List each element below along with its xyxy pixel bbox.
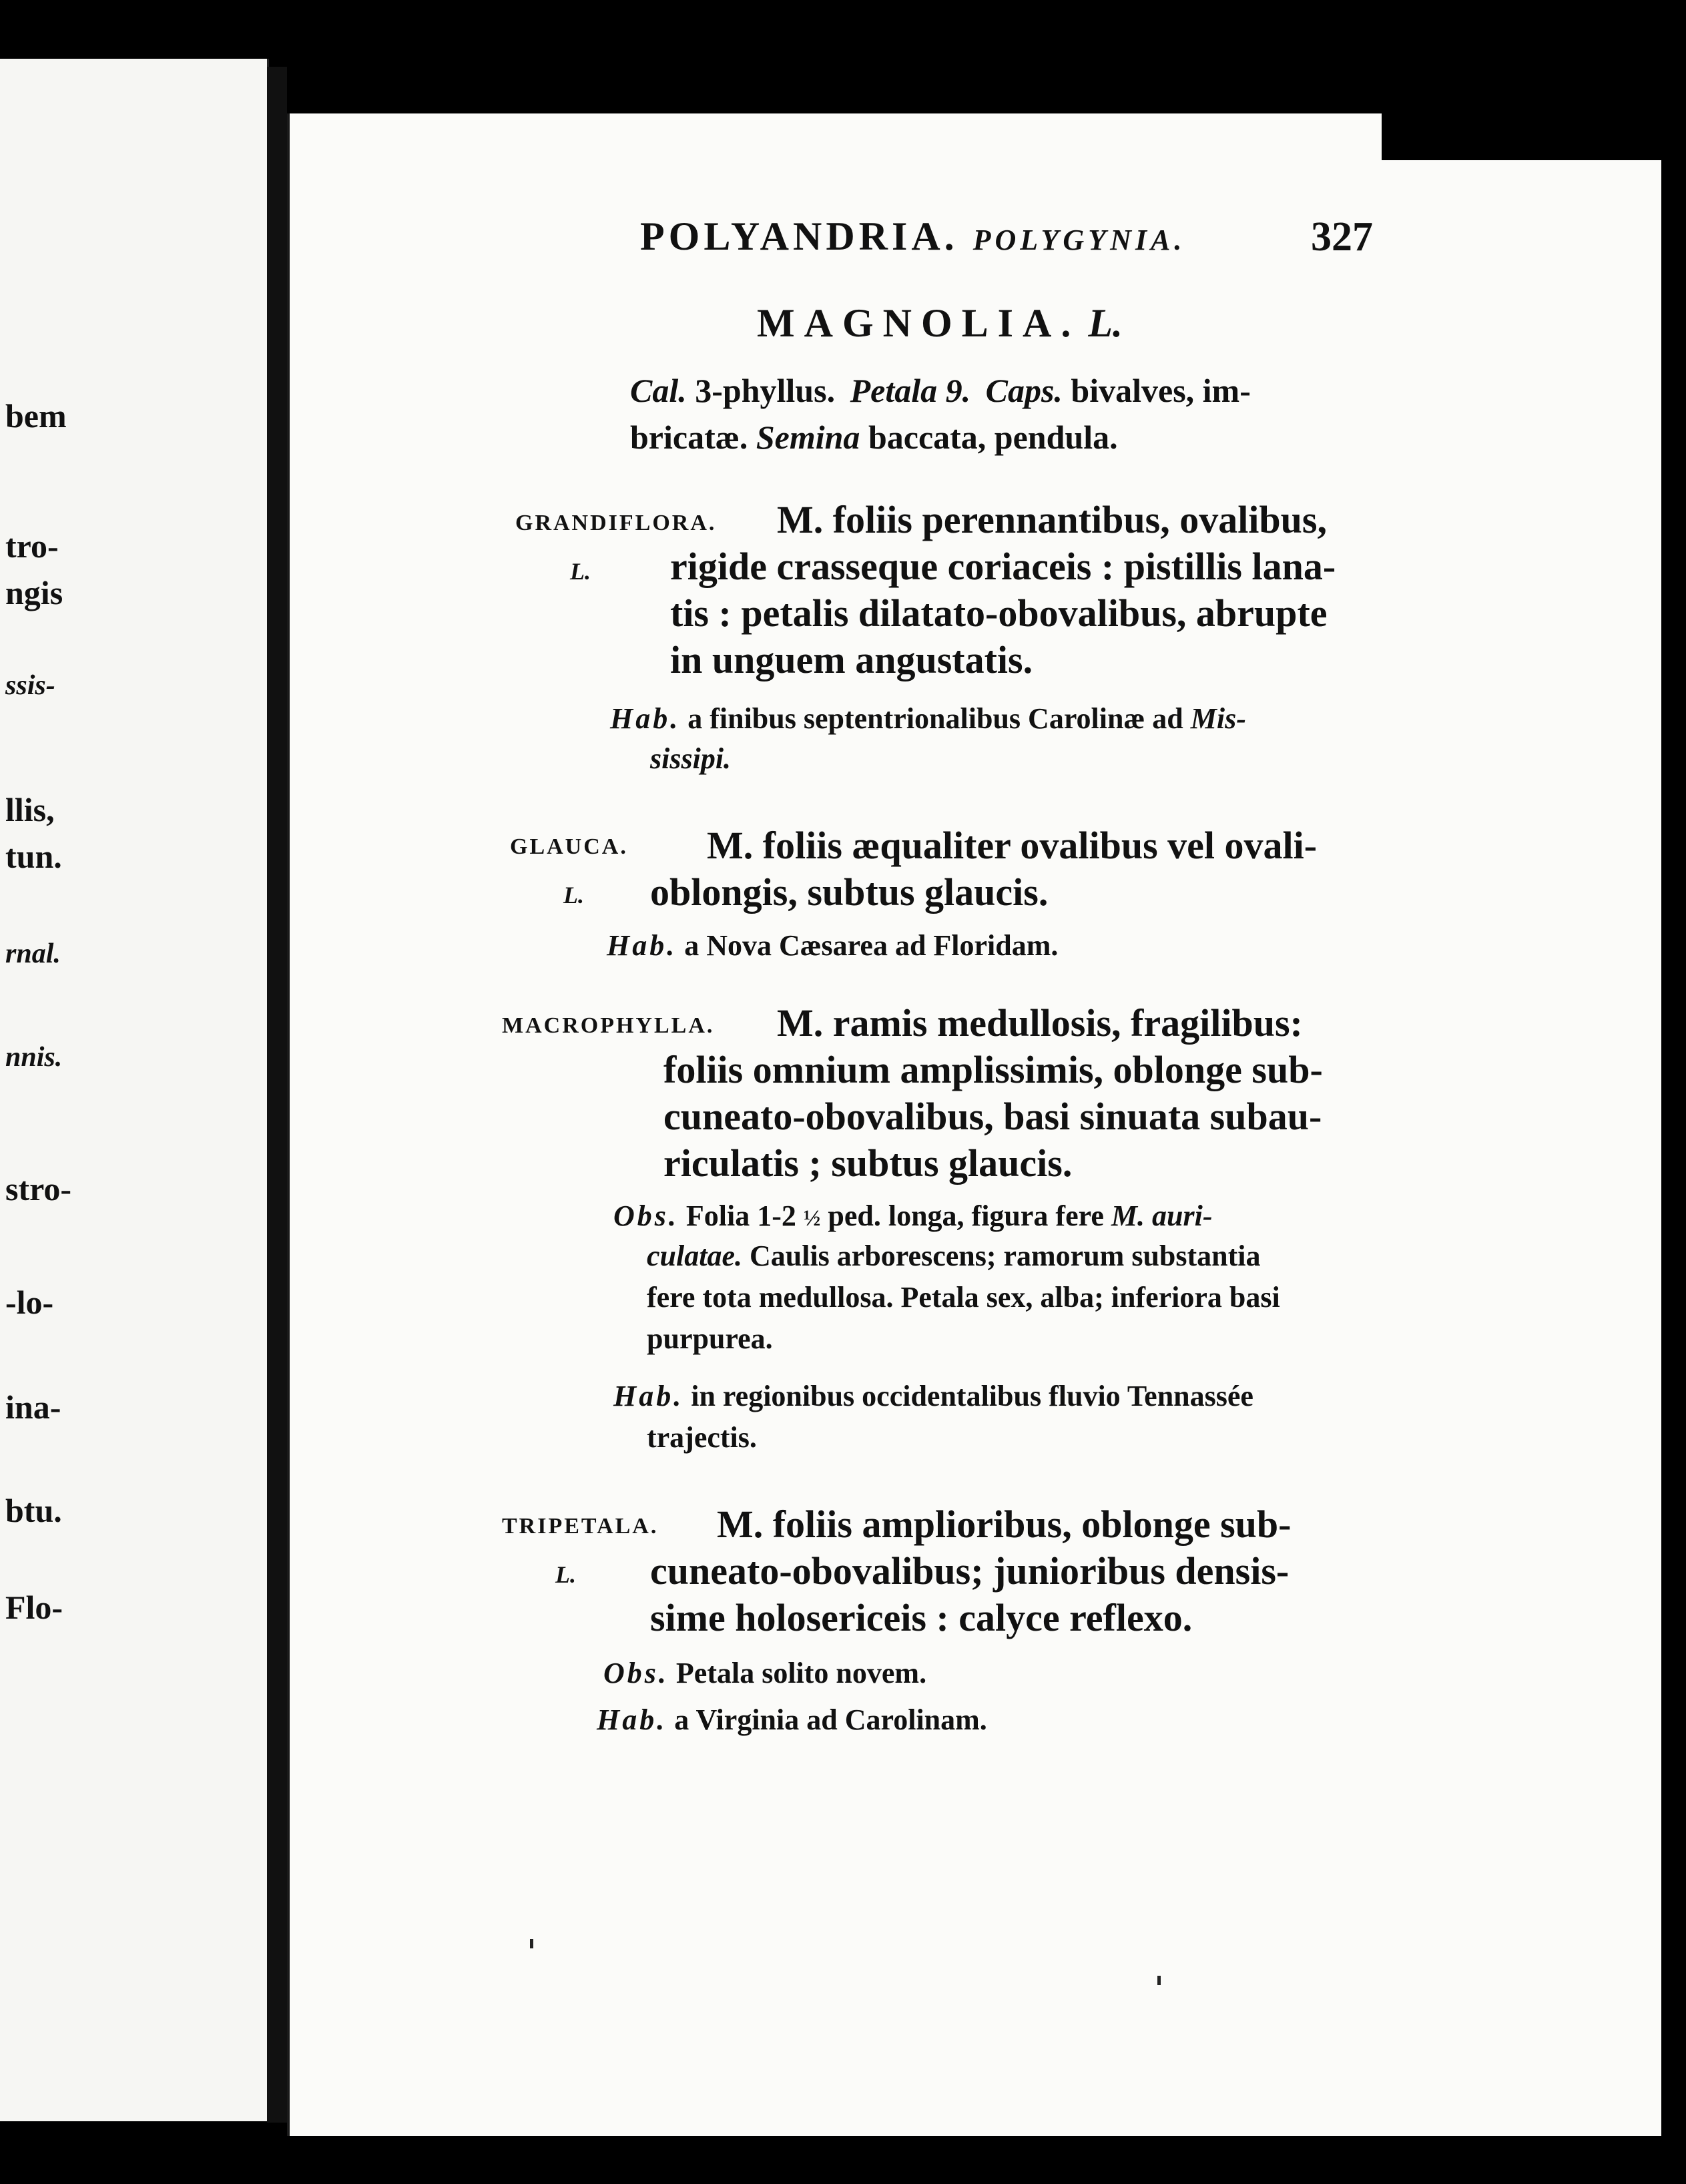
left-fragment: btu. (5, 1492, 62, 1529)
habitat-line (607, 931, 1058, 961)
observation-line: purpurea. (647, 1322, 773, 1355)
description-line: rigide crasseque coriaceis : pistillis lana- (670, 545, 1336, 588)
description-line: sime holosericeis : calyce reflexo. (650, 1596, 1193, 1639)
left-fragment: nnis. (5, 1042, 63, 1073)
left-fragment: rnal. (5, 938, 61, 969)
description-line: M. foliis æqualiter ovalibus vel ovali- (707, 824, 1318, 867)
left-fragment: -lo- (5, 1284, 54, 1321)
observation-line (613, 1201, 1212, 1231)
description-line: foliis omnium amplissimis, oblonge sub- (663, 1048, 1323, 1091)
genus-characters-line-1 (630, 374, 1251, 407)
description-line: cuneato-obovalibus; junioribus densis- (650, 1549, 1290, 1593)
species-name: GRANDIFLORA. (515, 511, 717, 535)
petala-text: 9. (945, 372, 971, 409)
running-subtitle: POLYGYNIA. (972, 224, 1186, 256)
obs-text: Folia 1-2 (685, 1199, 796, 1232)
obs-label: Obs. (603, 1657, 669, 1689)
hab-label: Hab. (613, 1380, 684, 1412)
observation-line (603, 1659, 926, 1688)
obs-text: Caulis arborescens; ramorum substantia (749, 1240, 1261, 1272)
left-fragment: bem (5, 397, 67, 435)
left-fragment: tun. (5, 838, 62, 875)
description-line: M. foliis perennantibus, ovalibus, (777, 498, 1328, 541)
hab-text-italic: Mis- (1190, 702, 1246, 735)
habitat-line (597, 1705, 987, 1735)
obs-fraction: ½ (803, 1206, 821, 1231)
species-name: MACROPHYLLA. (502, 1013, 715, 1038)
obs-label: Obs. (613, 1199, 679, 1232)
genus-author: L. (1088, 301, 1123, 345)
obs-text: Petala solito novem. (675, 1657, 927, 1689)
hab-text: in regionibus occidentalibus fluvio Tennassée (691, 1380, 1253, 1412)
main-page (287, 113, 1661, 2136)
hab-label: Hab. (607, 929, 677, 962)
habitat-line: trajectis. (647, 1421, 757, 1454)
left-fragment: tro- (5, 527, 59, 565)
running-title: POLYANDRIA. (640, 214, 958, 258)
caps-text: bivalves, im- (1071, 372, 1251, 409)
genus-heading (757, 300, 1123, 346)
hab-label: Hab. (610, 702, 681, 735)
left-fragment: ngis (5, 574, 63, 611)
ink-speck (1157, 1976, 1161, 1985)
hab-text: a Nova Cæsarea ad Floridam. (684, 929, 1059, 962)
habitat-line: sissipi. (650, 742, 732, 775)
habitat-line (610, 704, 1246, 734)
genus-characters-line-2 (630, 421, 1118, 454)
habitat-line (613, 1382, 1253, 1411)
left-facing-page (0, 59, 269, 2121)
obs-text-italic: M. auri- (1111, 1199, 1213, 1232)
description-line: M. ramis medullosis, fragilibus: (777, 1001, 1303, 1045)
species-author: L. (570, 558, 591, 585)
page-number: 327 (1311, 214, 1373, 260)
description-line: in unguem angustatis. (670, 638, 1033, 681)
description-line: tis : petalis dilatato-obovalibus, abrupte (670, 591, 1328, 635)
description-line: cuneato-obovalibus, basi sinuata subau- (663, 1095, 1322, 1138)
species-name: GLAUCA. (510, 834, 628, 859)
obs-text: ped. longa, figura fere (828, 1199, 1104, 1232)
hab-text: a finibus septentrionalibus Carolinæ ad (687, 702, 1183, 735)
ink-speck (530, 1939, 533, 1948)
observation-line: fere tota medullosa. Petala sex, alba; inferiora basi (647, 1281, 1280, 1314)
obs-text-italic: culatae. (647, 1240, 742, 1272)
species-name: TRIPETALA. (502, 1514, 659, 1539)
semina-label: Semina (756, 419, 860, 456)
char-text: bricatæ. (630, 419, 748, 456)
species-author: L. (555, 1561, 576, 1588)
torn-page-corner (1382, 100, 1662, 160)
running-header (640, 214, 1185, 260)
caps-label: Caps. (985, 372, 1063, 409)
description-line: oblongis, subtus glaucis. (650, 870, 1049, 914)
hab-label: Hab. (597, 1703, 667, 1736)
cal-label: Cal. (630, 372, 687, 409)
hab-text: a Virginia ad Carolinam. (674, 1703, 987, 1736)
genus-name: MAGNOLIA. (757, 301, 1081, 345)
left-fragment: ssis- (5, 670, 55, 701)
left-fragment: stro- (5, 1170, 72, 1207)
description-line: M. foliis amplioribus, oblonge sub- (717, 1503, 1292, 1546)
left-fragment: Flo- (5, 1589, 63, 1626)
observation-line (647, 1242, 1261, 1271)
description-line: riculatis ; subtus glaucis. (663, 1141, 1073, 1185)
book-gutter (267, 67, 287, 2123)
char-text: baccata, pendula. (868, 419, 1118, 456)
cal-text: 3-phyllus. (695, 372, 836, 409)
petala-label: Petala (850, 372, 938, 409)
left-fragment: llis, (5, 791, 55, 828)
species-author: L. (563, 882, 584, 908)
left-fragment: ina- (5, 1388, 61, 1426)
